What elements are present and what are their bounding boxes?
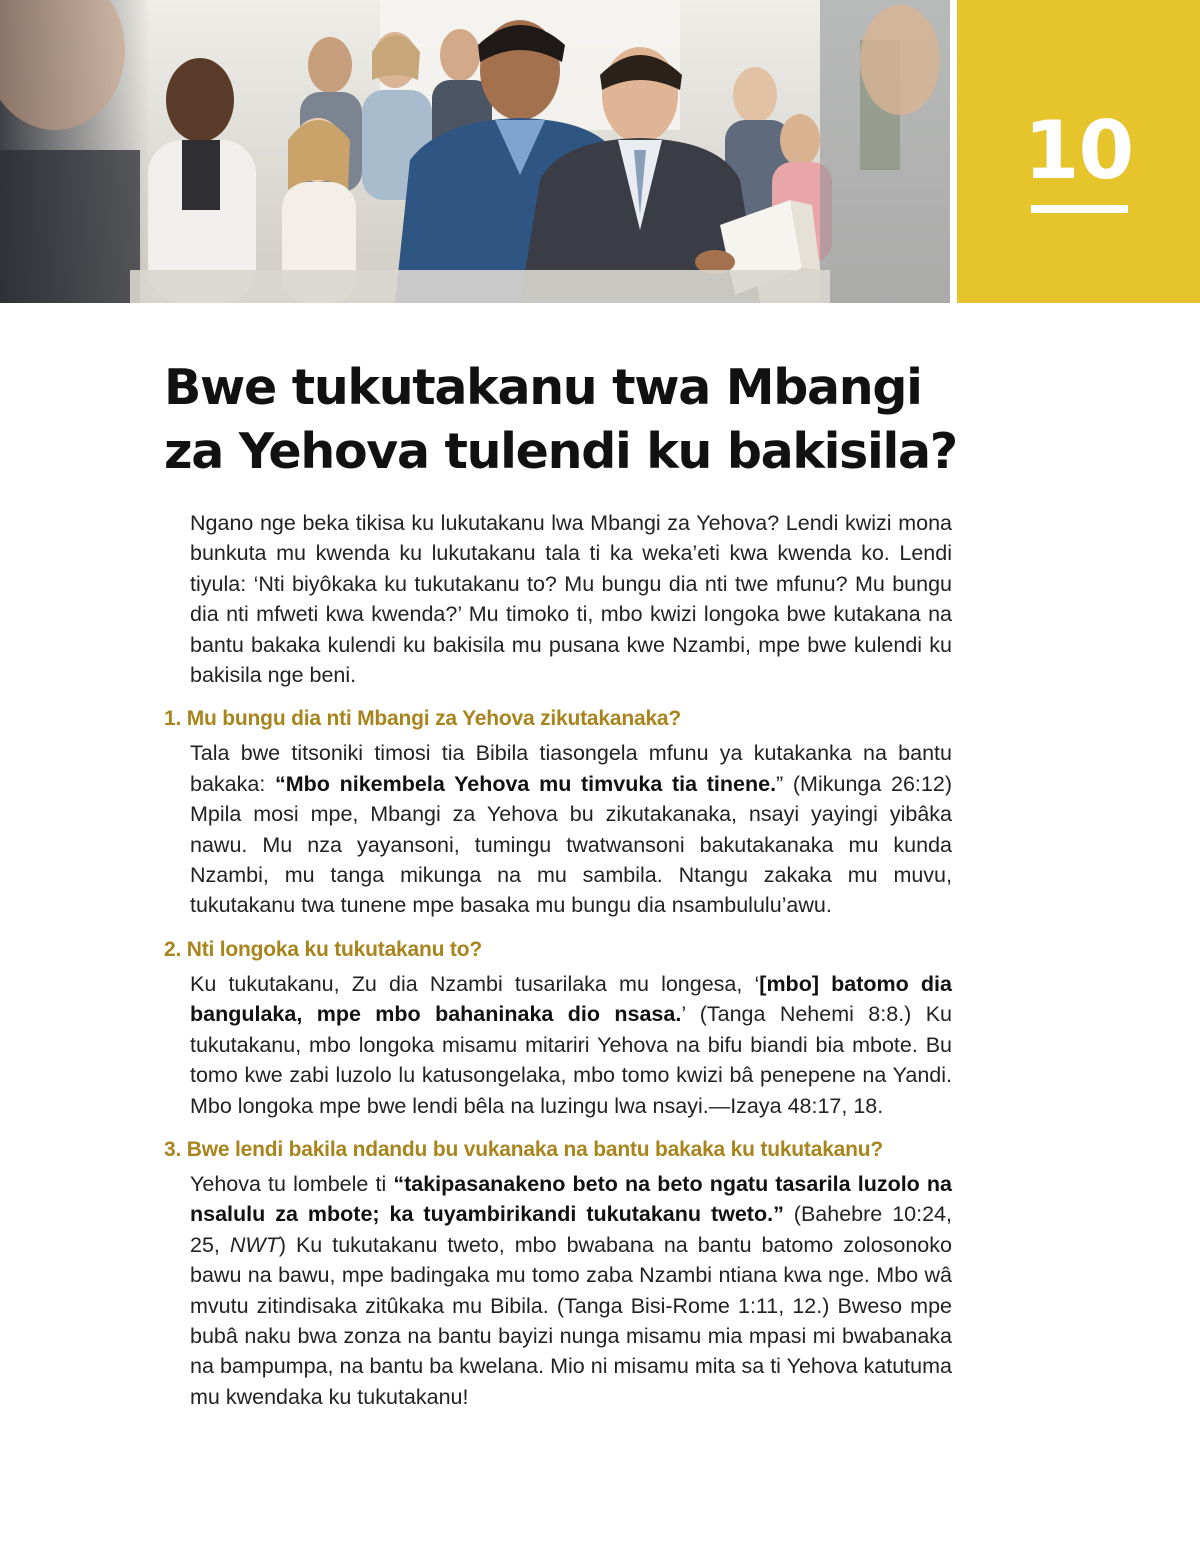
answer-3-quote: “takipasanakeno beto na beto ngatu tasarila luzolo na nsalulu za mbote; ka tuyambirikandi tukutakanu tweto.”: [190, 1171, 953, 1227]
lesson-content: [164, 508, 952, 1412]
chapter-badge: [957, 0, 1200, 303]
answer-3-text-c: ) Ku tukutakanu tweto, mbo bwabana na bantu batomo zolosonoko bawu na bawu, mpe badingaka mu tomo zaba Nzambi ntiana kwa nge. Mbo wâ mvutu zitindisaka zitûkaka mu Bibila. (Tanga Bisi-Rome 1:11, 12.) Bweso mpe bubâ naku bwa zonza na bantu bayizi nunga misamu mia mpasi mi bwabanaka na bampumpa, na bantu ba kwelana. Mio ni misamu mita sa ti Yehova katutuma mu kwendaka ku tukutakanu!: [190, 1232, 952, 1409]
answer-3: [190, 1169, 952, 1412]
chapter-underline: [1031, 205, 1128, 213]
page-title-line-2: za Yehova tulendi ku bakisila?: [164, 423, 957, 480]
answer-1-text-a: Tala bwe titsoniki timosi tia Bibila tiasongela mfunu ya kutakanka na bantu bakaka:: [190, 741, 952, 796]
answer-2-text-a: Ku tukutakanu, Zu dia Nzambi tusarilaka mu longesa, ‘: [190, 971, 760, 996]
answer-1-text-b: ” (Mikunga 26:12) Mpila mosi mpe, Mbangi za Yehova bu zikutakanaka, nsayi yayingi yibâka nawu. Mu nza yayansoni, tumingu twatwansoni bakutakanaka mu kunda Nzambi, mu tanga mikunga na mu sambila. Ntangu zakaka mu muvu, tukutakanu twa tunene mpe basaka mu bungu dia nsambululu’awu.: [190, 771, 952, 918]
page-title: [164, 356, 1064, 484]
answer-2-text-b: ’ (Tanga Nehemi 8:8.) Ku tukutakanu, mbo longoka misamu mitariri Yehova na bifu biandi bia mbote. Bu tomo kwe zabi luzolo lu katusongelaka, mbo tomo kwizi bâ penepene na Yandi. Mbo longoka mpe bwe lendi bêla na luzingu lwa nsayi.—Izaya 48:17, 18.: [190, 1002, 953, 1118]
answer-2: [190, 969, 952, 1121]
chapter-number: 10: [1023, 104, 1134, 197]
answer-1-quote: “Mbo nikembela Yehova mu timvuka tia tinene.: [275, 771, 777, 796]
answer-2-quote: [mbo] batomo dia bangulaka, mpe mbo bahaninaka dio nsasa.: [190, 971, 952, 1027]
page-title-line-1: Bwe tukutakanu twa Mbangi: [164, 359, 922, 416]
question-2: 2. Nti longoka ku tukutakanu to?: [164, 937, 482, 961]
header-photo: [0, 0, 950, 303]
question-3: 3. Bwe lendi bakila ndandu bu vukanaka na bantu bakaka ku tukutakanu?: [164, 1137, 884, 1161]
intro-paragraph: Ngano nge beka tikisa ku lukutakanu lwa Mbangi za Yehova? Lendi kwizi mona bunkuta mu kwenda ku lukutakanu tala ti ka weka’eti kwa kwenda ko. Lendi tiyula: ‘Nti biyôkaka ku tukutakanu to? Mu bungu dia nti twe mfunu? Mu bungu dia nti mfweti kwa kwenda?’ Mu timoko ti, mbo kwizi longoka bwe kutakana na bantu bakaka kulendi ku bakisila mu pusana kwe Nzambi, mpe bwe kulendi ku bakisila nge beni.: [190, 511, 952, 688]
answer-3-text-a: Yehova tu lombele ti: [190, 1171, 394, 1196]
answer-3-translation-abbrev: NWT: [229, 1232, 279, 1257]
answer-3-text-b: (Bahebre 10:24, 25,: [190, 1202, 952, 1257]
congregation-photo-illustration: [0, 0, 950, 303]
question-1: 1. Mu bungu dia nti Mbangi za Yehova zikutakanaka?: [164, 707, 682, 731]
answer-1: [190, 738, 952, 920]
